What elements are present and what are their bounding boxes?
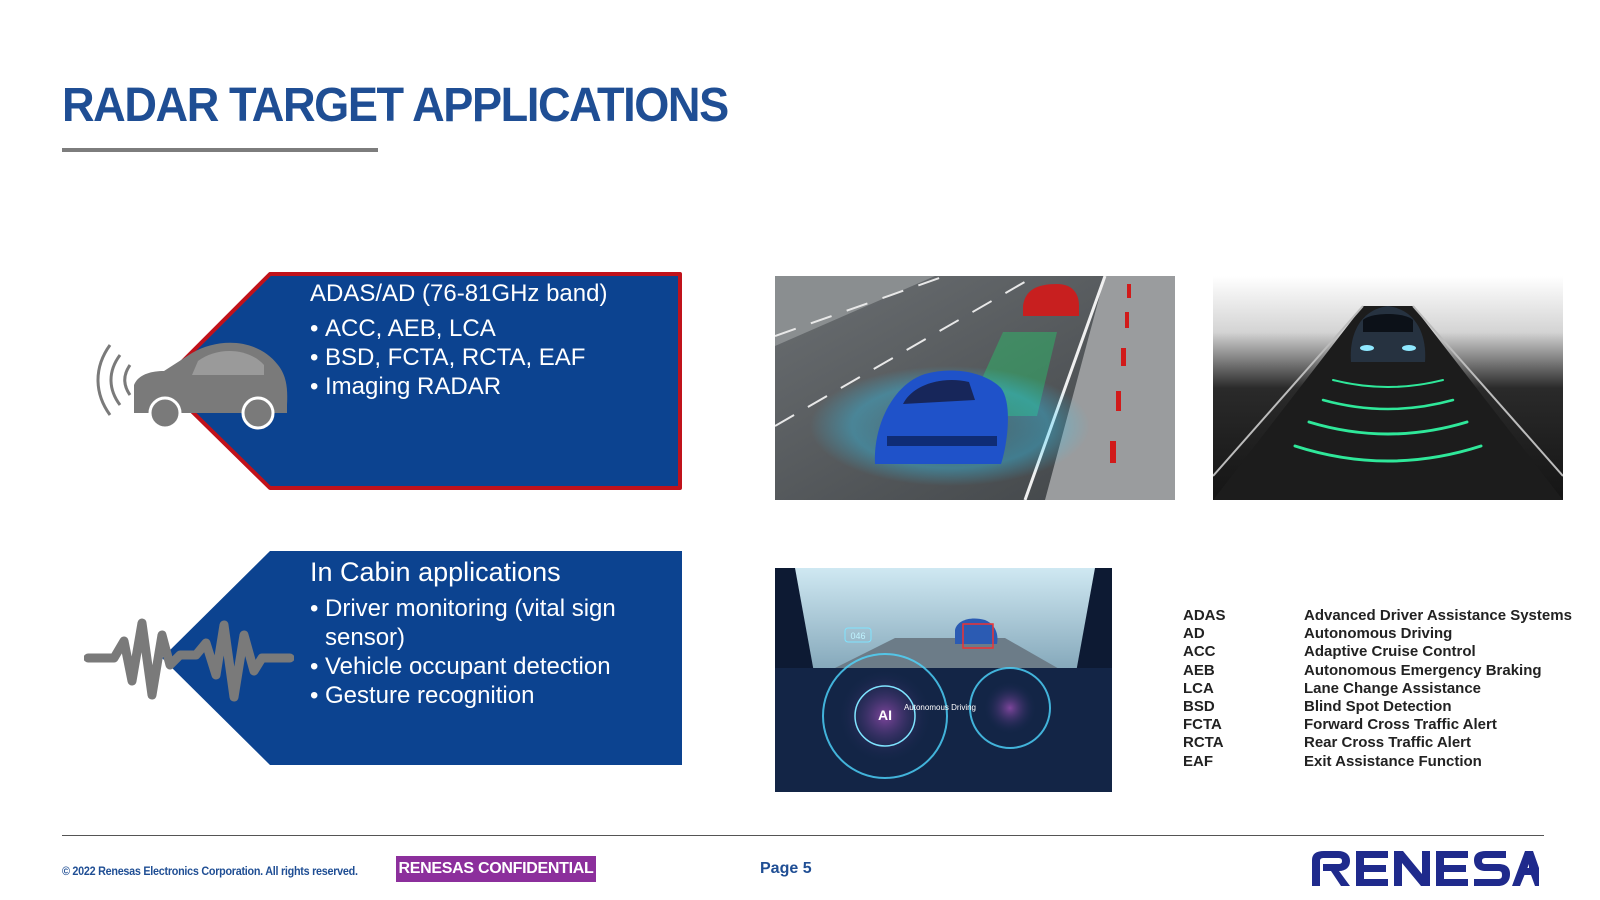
- renesas-logo: [1306, 848, 1539, 892]
- cabin-item: • Vehicle occupant detection: [310, 652, 670, 681]
- table-row: [1183, 698, 1572, 716]
- table-row: [1183, 680, 1572, 698]
- cabin-item: • Driver monitoring (vital sign sensor): [310, 594, 645, 652]
- adas-ad-box: [0, 0, 700, 500]
- abbr: ACC: [1183, 643, 1216, 661]
- table-row: [1183, 643, 1572, 661]
- abbr-meaning: Exit Assistance Function: [1304, 752, 1482, 770]
- cockpit-ai-label: AI: [878, 707, 892, 723]
- cabin-item: • Gesture recognition: [310, 681, 670, 710]
- adas-item: • Imaging RADAR: [310, 372, 670, 401]
- abbr-meaning: Forward Cross Traffic Alert: [1304, 716, 1497, 734]
- abbr-meaning: Lane Change Assistance: [1304, 679, 1482, 697]
- vital-sign-waveform-icon: [84, 605, 294, 715]
- cabin-list: [310, 594, 670, 710]
- abbr-meaning: Adaptive Cruise Control: [1304, 643, 1476, 661]
- night-road-radar-photo: [1213, 276, 1563, 500]
- abbr: RCTA: [1183, 734, 1224, 752]
- abbr-meaning: Blind Spot Detection: [1304, 698, 1452, 716]
- abbr-meaning: Advanced Driver Assistance Systems: [1304, 607, 1572, 625]
- page-number: Page 5: [760, 860, 812, 877]
- table-row: [1183, 625, 1572, 643]
- confidential-badge: RENESAS CONFIDENTIAL: [396, 856, 596, 882]
- abbr: ADAS: [1183, 607, 1226, 625]
- abbr-meaning: Rear Cross Traffic Alert: [1304, 734, 1472, 752]
- abbr: LCA: [1183, 679, 1214, 697]
- adas-box-content: [310, 280, 670, 401]
- cabin-box-content: [310, 557, 670, 710]
- table-row: [1183, 662, 1572, 680]
- abbr: BSD: [1183, 698, 1215, 716]
- abbr: FCTA: [1183, 716, 1222, 734]
- adas-list: [310, 314, 670, 401]
- cockpit-speed-readout: 046: [850, 631, 866, 641]
- abbr: AEB: [1183, 661, 1215, 679]
- abbreviation-table: [1183, 607, 1572, 771]
- highway-radar-car-photo: [775, 276, 1175, 500]
- adas-item: • BSD, FCTA, RCTA, EAF: [310, 343, 670, 372]
- table-row: [1183, 753, 1572, 771]
- adas-item: • ACC, AEB, LCA: [310, 314, 670, 343]
- adas-heading: ADAS/AD (76-81GHz band): [310, 280, 608, 307]
- copyright-notice: © 2022 Renesas Electronics Corporation. All rights reserved.: [62, 864, 358, 878]
- page-title: RADAR TARGET APPLICATIONS: [62, 79, 728, 132]
- autonomous-cockpit-photo: [775, 568, 1112, 792]
- abbr-meaning: Autonomous Emergency Braking: [1304, 661, 1542, 679]
- cockpit-hud-label: Autonomous Driving: [903, 703, 977, 712]
- abbr: AD: [1183, 625, 1205, 643]
- abbr-meaning: Autonomous Driving: [1304, 625, 1453, 643]
- table-row: [1183, 716, 1572, 734]
- car-radar-icon: [80, 335, 310, 445]
- footer-divider: [62, 835, 1544, 836]
- table-row: [1183, 607, 1572, 625]
- in-cabin-box: [0, 500, 700, 800]
- abbr: EAF: [1183, 752, 1213, 770]
- cabin-heading: In Cabin applications: [310, 557, 561, 587]
- table-row: [1183, 734, 1572, 752]
